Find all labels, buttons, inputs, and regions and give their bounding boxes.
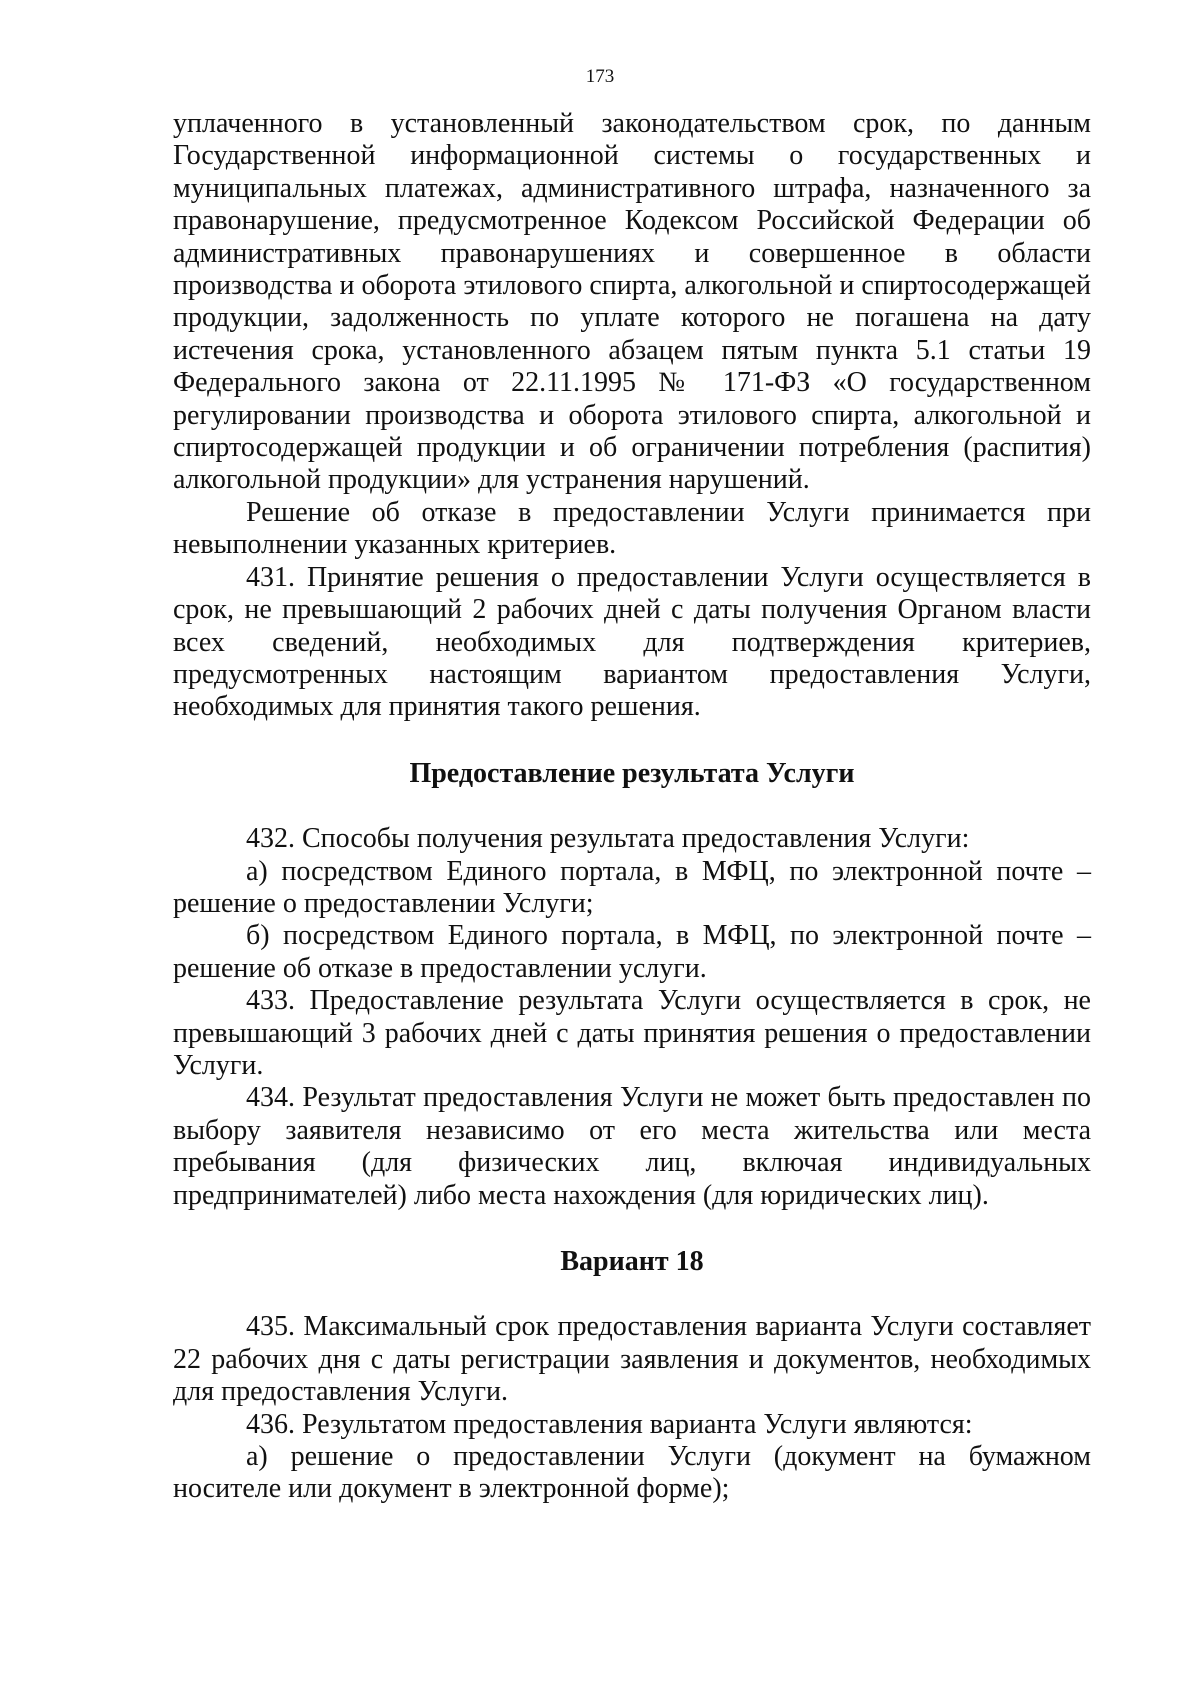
section-heading-result: Предоставление результата Услуги	[409, 757, 855, 789]
paragraph-434: 434. Результат предоставления Услуги не может быть предоставлен по выбору заявителя независимо от его места жительства или места пребывания (для физических лиц, включая индивидуальных предпринимателей) либо места нахождения (для юридических лиц).	[173, 1082, 1091, 1211]
paragraph-435: 435. Максимальный срок предоставления варианта Услуги составляет 22 рабочих дня с даты регистрации заявления и документов, необходимых для предоставления Услуги.	[173, 1311, 1091, 1408]
paragraph-432-a: а) посредством Единого портала, в МФЦ, по электронной почте – решение о предоставлении Услуги;	[173, 855, 1091, 919]
paragraph-431: 431. Принятие решения о предоставлении Услуги осуществляется в срок, не превышающий 2 рабочих дней с даты получения Органом власти всех сведений, необходимых для подтверждения критериев, предусмотренных настоящим вариантом предоставления Услуги, необходимых для принятия такого решения.	[173, 561, 1091, 723]
paragraph-436-a: а) решение о предоставлении Услуги (документ на бумажном носителе или документ в электронной форме);	[173, 1441, 1091, 1505]
paragraph-433: 433. Предоставление результата Услуги осуществляется в срок, не превышающий 3 рабочих дней с даты принятия решения о предоставлении Услуги.	[173, 985, 1091, 1081]
page-number: 173	[585, 66, 615, 87]
section-heading-variant: Вариант 18	[560, 1246, 704, 1277]
paragraph-continuation: уплаченного в установленный законодательством срок, по данным Государственной информационной системы о государственных и муниципальных платежах, административного штрафа, назначенного за правонарушение, предусмотренное Кодексом Российской Федерации об административных правонарушениях и совершенное в области производства и оборота этилового спирта, алкогольной и спиртосодержащей продукции, задолженность по уплате которого не погашена на дату истечения срока, установленного абзацем пятым пункта 5.1 статьи 19 Федерального закона от 22.11.1995 № 171-ФЗ «О государственном регулировании производства и оборота этилового спирта, алкогольной и спиртосодержащей продукции и об ограничении потребления (распития) алкогольной продукции» для устранения нарушений.	[173, 108, 1091, 496]
paragraph-refusal-decision: Решение об отказе в предоставлении Услуги принимается при невыполнении указанных критериев.	[173, 496, 1091, 561]
paragraph-432-b: б) посредством Единого портала, в МФЦ, по электронной почте – решение об отказе в предоставлении услуги.	[173, 920, 1091, 984]
paragraph-436: 436. Результатом предоставления варианта Услуги являются:	[246, 1408, 973, 1440]
paragraph-432: 432. Способы получения результата предоставления Услуги:	[246, 823, 970, 855]
document-body	[173, 108, 1091, 1506]
